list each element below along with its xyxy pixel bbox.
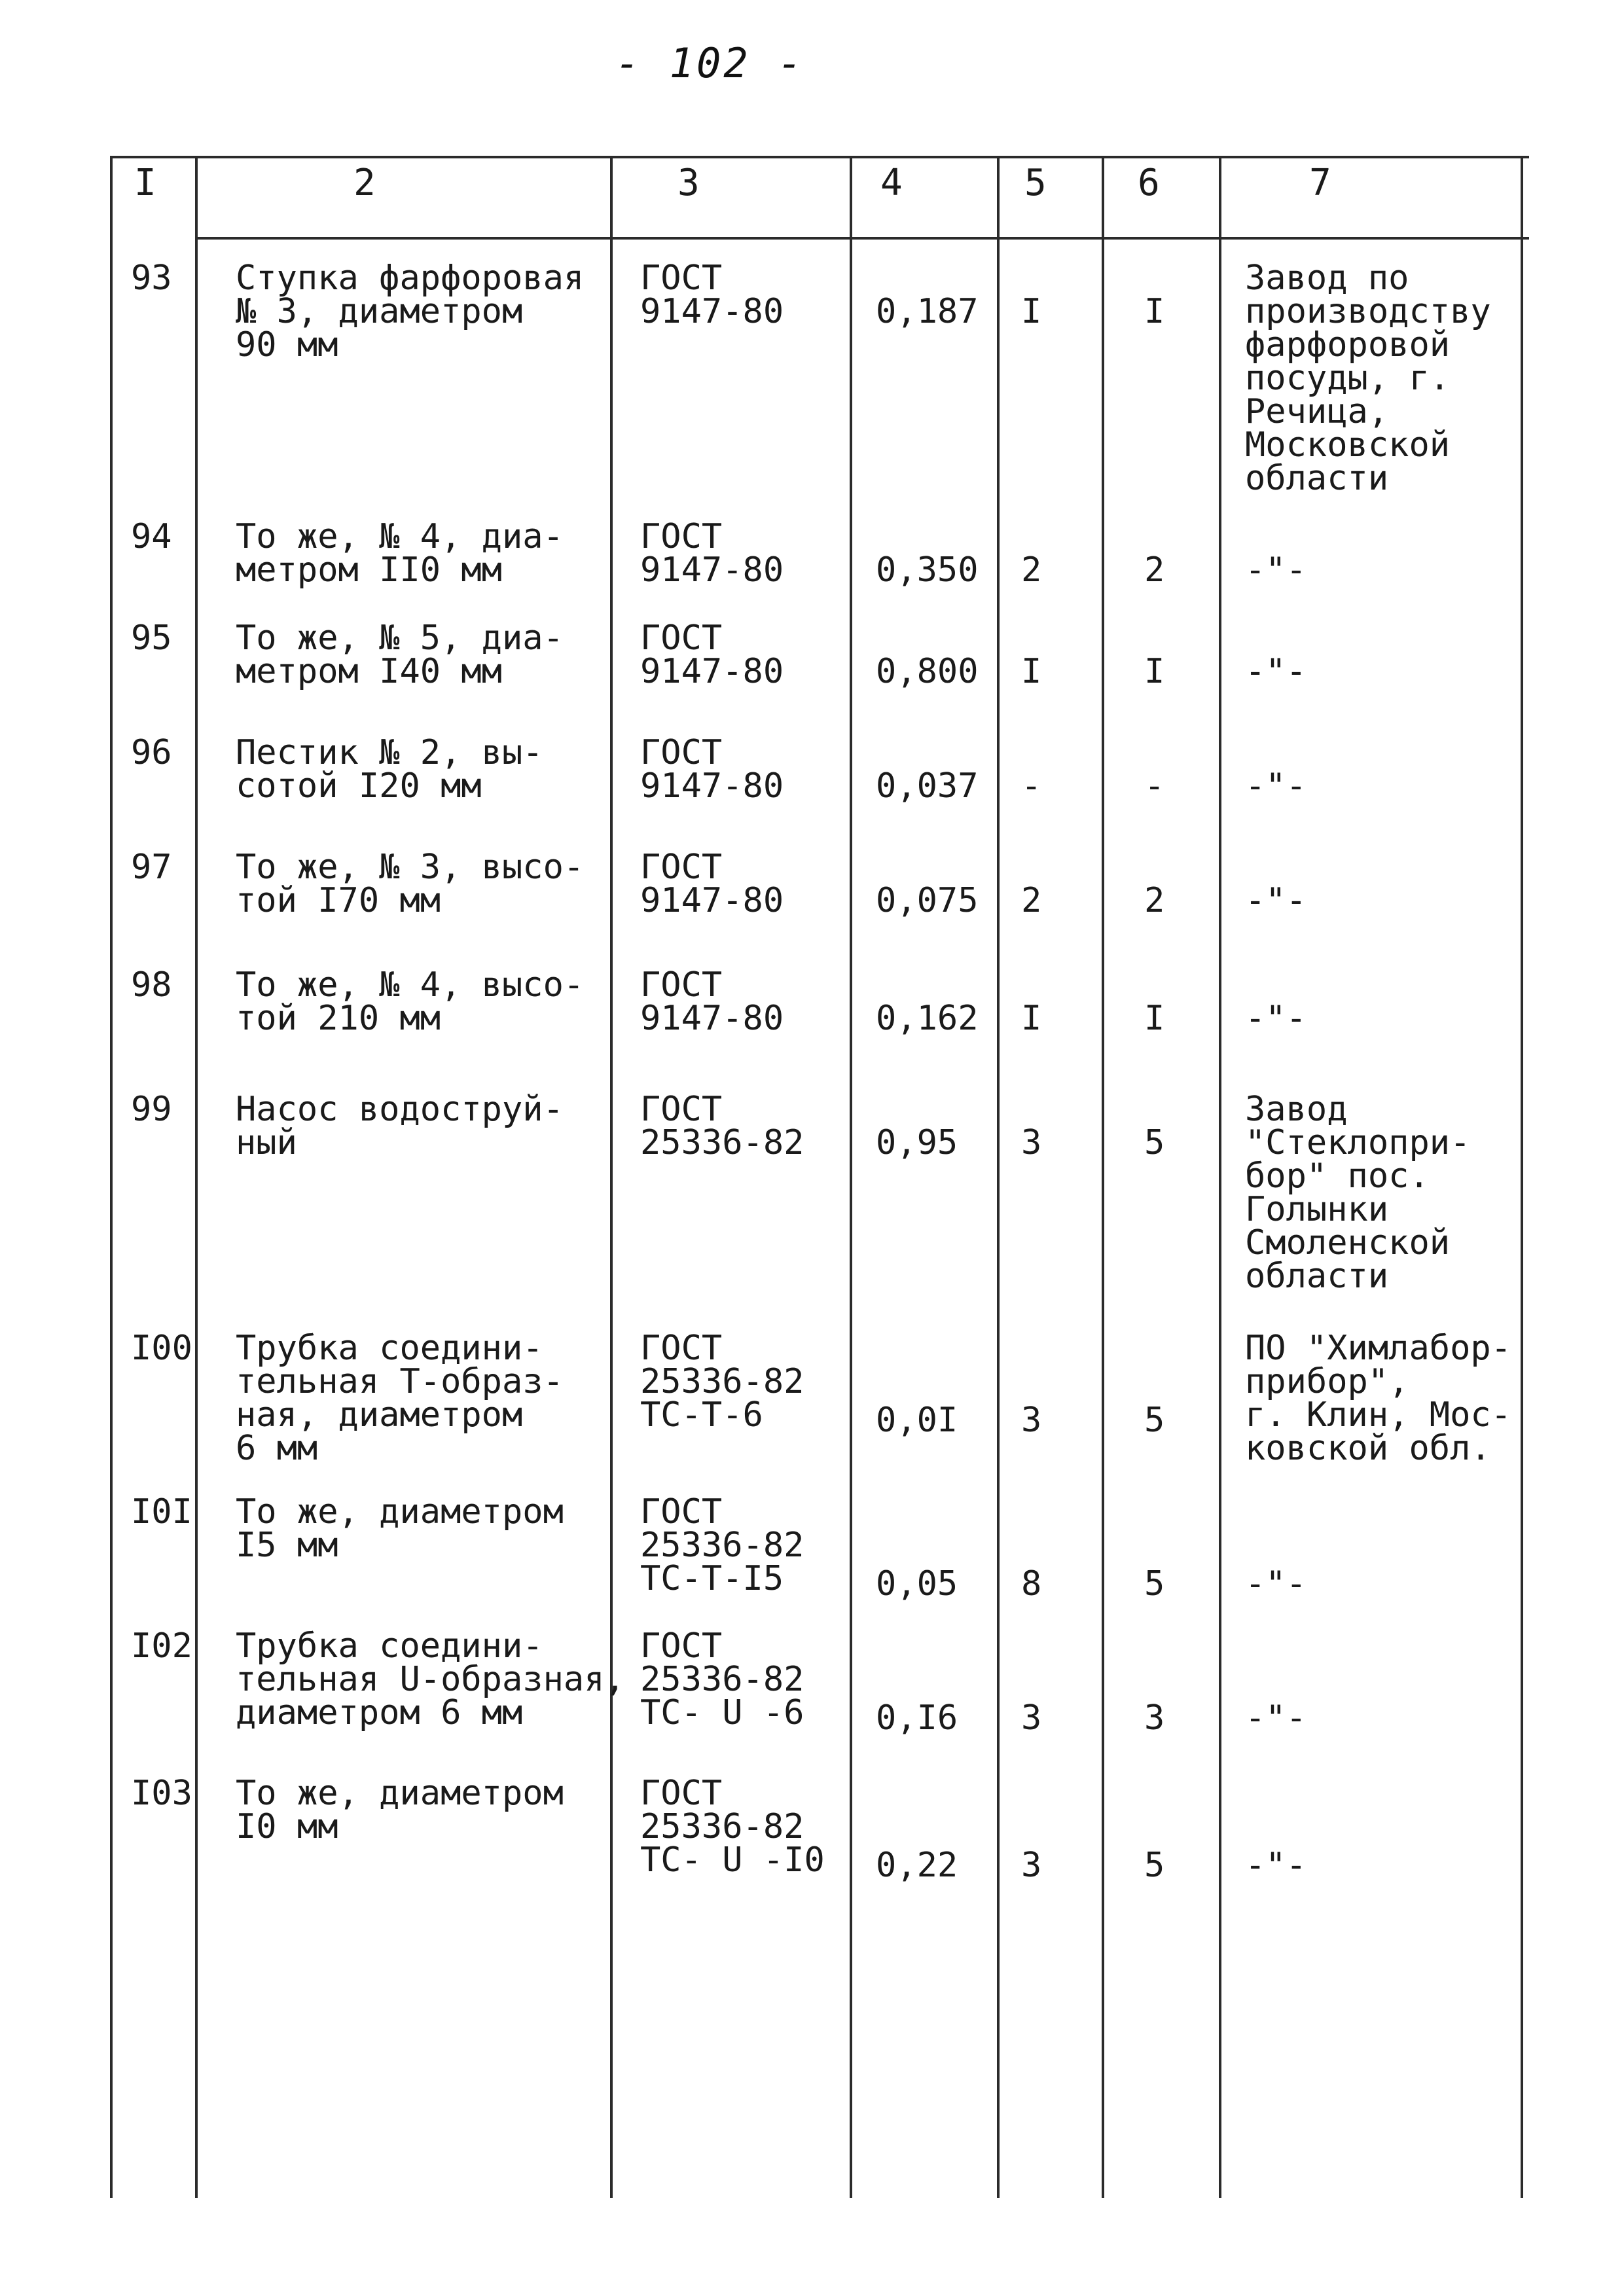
item-name-line: 90 мм [236, 325, 338, 365]
standard-line: 9147-80 [640, 766, 784, 806]
standard-line: ТС-Т-6 [640, 1395, 763, 1435]
manufacturer-line: -"- [1245, 766, 1307, 806]
standard-line: ТС- U -6 [640, 1693, 804, 1732]
column-rule-5 [997, 156, 1000, 2198]
item-name-line: диаметром 6 мм [236, 1693, 523, 1732]
column-5-value: 3 [1021, 1846, 1042, 1885]
row-number: 94 [131, 517, 172, 556]
standard-line: ГОСТ [640, 1626, 723, 1666]
column-rule-4 [850, 156, 852, 2198]
item-name-line: № 3, диаметром [236, 292, 523, 331]
column-6-value: 5 [1144, 1564, 1165, 1604]
column-6-value: I [1144, 292, 1165, 331]
row-number: 96 [131, 733, 172, 772]
column-6-value: 5 [1144, 1846, 1165, 1885]
item-name-line: ная, диаметром [236, 1395, 523, 1435]
manufacturer-line: ковской обл. [1245, 1429, 1491, 1468]
header-col-6: 6 [1138, 162, 1160, 204]
manufacturer-line: Смоленской [1245, 1223, 1451, 1263]
row-number: I00 [131, 1329, 192, 1368]
column-5-value: I [1021, 652, 1042, 691]
standard-line: ГОСТ [640, 517, 723, 556]
column-5-value: I [1021, 292, 1042, 331]
manufacturer-line: -"- [1245, 1846, 1307, 1885]
item-name-line: Трубка соедини- [236, 1329, 543, 1368]
item-name-line: То же, № 4, диа- [236, 517, 564, 556]
page-number: - 102 - [615, 39, 805, 87]
item-name-line: То же, № 5, диа- [236, 619, 564, 658]
row-number: 97 [131, 848, 172, 887]
item-name-line: той 210 мм [236, 999, 441, 1038]
column-5-value: 3 [1021, 1401, 1042, 1440]
item-name-line: метром II0 мм [236, 550, 502, 590]
standard-line: 9147-80 [640, 881, 784, 920]
column-5-value: 3 [1021, 1123, 1042, 1162]
manufacturer-line: области [1245, 459, 1389, 498]
standard-line: ГОСТ [640, 619, 723, 658]
row-number: I0I [131, 1492, 192, 1532]
column-5-value: I [1021, 999, 1042, 1038]
column-6-value: 5 [1144, 1401, 1165, 1440]
manufacturer-line: -"- [1245, 881, 1307, 920]
standard-line: 25336-82 [640, 1362, 804, 1401]
item-value: 0,95 [876, 1123, 958, 1162]
item-name-line: Пестик № 2, вы- [236, 733, 543, 772]
item-name-line: тельная Т-образ- [236, 1362, 564, 1401]
standard-line: ГОСТ [640, 848, 723, 887]
column-rule-6 [1102, 156, 1104, 2198]
standard-line: 25336-82 [640, 1660, 804, 1699]
column-rule-1 [110, 156, 113, 2198]
standard-line: ГОСТ [640, 1774, 723, 1813]
standard-line: ГОСТ [640, 259, 723, 298]
manufacturer-line: посуды, г. [1245, 359, 1451, 398]
item-name-line: То же, диаметром [236, 1774, 564, 1813]
standard-line: ГОСТ [640, 1090, 723, 1129]
row-number: 99 [131, 1090, 172, 1129]
standard-line: ТС- U -I0 [640, 1840, 825, 1880]
item-name-line: метром I40 мм [236, 652, 502, 691]
manufacturer-line: Речица, [1245, 392, 1389, 431]
row-number: 95 [131, 619, 172, 658]
standard-line: ГОСТ [640, 1492, 723, 1532]
manufacturer-line: -"- [1245, 550, 1307, 590]
item-value: 0,162 [876, 999, 979, 1038]
manufacturer-line: Завод [1245, 1090, 1348, 1129]
column-5-value: 8 [1021, 1564, 1042, 1604]
table-top-rule [110, 156, 1529, 158]
item-value: 0,I6 [876, 1698, 958, 1738]
manufacturer-line: ПО "Химлабор- [1245, 1329, 1511, 1368]
row-number: 98 [131, 965, 172, 1005]
item-name-line: тельная U-образная, [236, 1660, 625, 1699]
standard-line: 25336-82 [640, 1123, 804, 1162]
column-6-value: I [1144, 652, 1165, 691]
item-name-line: То же, № 3, высо- [236, 848, 585, 887]
item-name-line: Трубка соедини- [236, 1626, 543, 1666]
manufacturer-line: "Стеклопри- [1245, 1123, 1471, 1162]
standard-line: 25336-82 [640, 1807, 804, 1846]
column-5-value: - [1021, 766, 1042, 806]
manufacturer-line: Завод по [1245, 259, 1409, 298]
column-6-value: - [1144, 766, 1165, 806]
manufacturer-line: -"- [1245, 652, 1307, 691]
column-rule-3 [610, 156, 613, 2198]
standard-line: 9147-80 [640, 292, 784, 331]
header-col-5: 5 [1024, 162, 1047, 204]
header-col-2: 2 [353, 162, 376, 204]
header-bottom-rule [196, 237, 1529, 240]
item-value: 0,037 [876, 766, 979, 806]
item-value: 0,350 [876, 550, 979, 590]
manufacturer-line: области [1245, 1257, 1389, 1296]
standard-line: 9147-80 [640, 550, 784, 590]
item-name-line: I5 мм [236, 1526, 338, 1565]
header-col-3: 3 [677, 162, 700, 204]
item-value: 0,0I [876, 1401, 958, 1440]
manufacturer-line: фарфоровой [1245, 325, 1451, 365]
standard-line: 9147-80 [640, 999, 784, 1038]
manufacturer-line: -"- [1245, 1564, 1307, 1604]
row-number: I03 [131, 1774, 192, 1813]
column-rule-2 [195, 156, 198, 2198]
column-6-value: 2 [1144, 881, 1165, 920]
standard-line: ГОСТ [640, 1329, 723, 1368]
standard-line: 25336-82 [640, 1526, 804, 1565]
item-name-line: I0 мм [236, 1807, 338, 1846]
manufacturer-line: -"- [1245, 1698, 1307, 1738]
item-name-line: То же, № 4, высо- [236, 965, 585, 1005]
item-name-line: сотой I20 мм [236, 766, 482, 806]
manufacturer-line: Московской [1245, 425, 1451, 465]
column-6-value: I [1144, 999, 1165, 1038]
standard-line: ГОСТ [640, 733, 723, 772]
item-value: 0,22 [876, 1846, 958, 1885]
item-name-line: Ступка фарфоровая [236, 259, 585, 298]
row-number: 93 [131, 259, 172, 298]
item-value: 0,05 [876, 1564, 958, 1604]
standard-line: ТС-Т-I5 [640, 1559, 784, 1598]
manufacturer-line: г. Клин, Мос- [1245, 1395, 1511, 1435]
column-6-value: 3 [1144, 1698, 1165, 1738]
item-value: 0,187 [876, 292, 979, 331]
column-rule-7 [1219, 156, 1221, 2198]
column-6-value: 5 [1144, 1123, 1165, 1162]
manufacturer-line: бор" пос. [1245, 1157, 1430, 1196]
column-5-value: 3 [1021, 1698, 1042, 1738]
item-name-line: 6 мм [236, 1429, 318, 1468]
item-name-line: ный [236, 1123, 297, 1162]
manufacturer-line: -"- [1245, 999, 1307, 1038]
item-name-line: той I70 мм [236, 881, 441, 920]
manufacturer-line: Голынки [1245, 1190, 1389, 1229]
column-rule-8 [1521, 156, 1523, 2198]
header-col-1: I [134, 162, 156, 204]
column-5-value: 2 [1021, 550, 1042, 590]
item-name-line: Насос водоструй- [236, 1090, 564, 1129]
manufacturer-line: прибор", [1245, 1362, 1409, 1401]
standard-line: ГОСТ [640, 965, 723, 1005]
manufacturer-line: производству [1245, 292, 1491, 331]
column-6-value: 2 [1144, 550, 1165, 590]
item-value: 0,800 [876, 652, 979, 691]
item-value: 0,075 [876, 881, 979, 920]
header-col-4: 4 [880, 162, 903, 204]
item-name-line: То же, диаметром [236, 1492, 564, 1532]
standard-line: 9147-80 [640, 652, 784, 691]
column-5-value: 2 [1021, 881, 1042, 920]
header-col-7: 7 [1309, 162, 1331, 204]
row-number: I02 [131, 1626, 192, 1666]
